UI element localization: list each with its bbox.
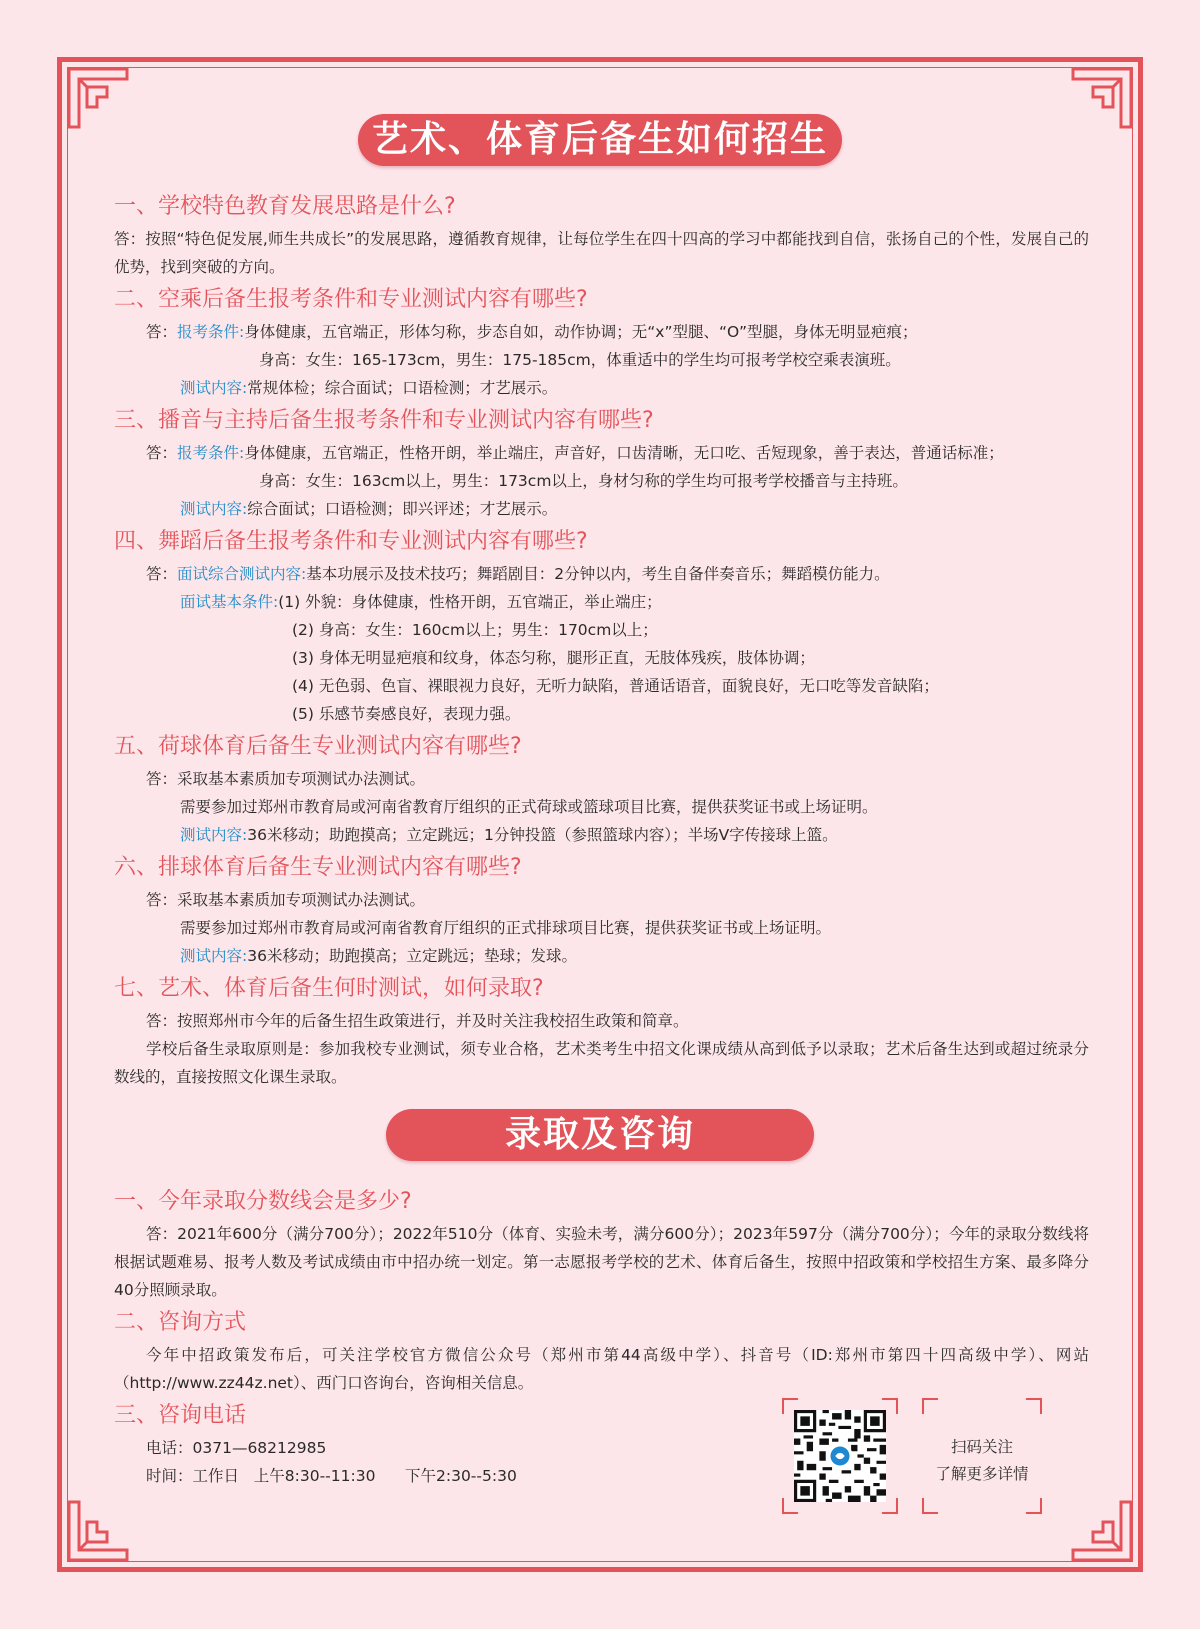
- condition-item-1: (1) 外貌：身体健康，性格开朗，五官端正，举止端庄；: [278, 593, 662, 611]
- answer-text: 常规体检；综合面试；口语检测；才艺展示。: [247, 379, 558, 397]
- corner-ornament-top-right: [1057, 57, 1143, 143]
- enroll-question-1: 一、今年录取分数线会是多少?: [114, 1189, 412, 1214]
- question-1: 一、学校特色教育发展思路是什么?: [114, 194, 456, 219]
- label-tests: 测试内容:: [180, 826, 248, 844]
- condition-item-5: (5) 乐感节奏感良好，表现力强。: [292, 705, 521, 723]
- corner-ornament-bottom-right: [1057, 1486, 1143, 1572]
- answer-prefix: 答：: [146, 565, 178, 583]
- answer-7-line-1: 答：按照郑州市今年的后备生招生政策进行，并及时关注我校招生政策和简章。: [146, 1012, 689, 1030]
- enroll-question-3: 三、咨询电话: [114, 1403, 247, 1428]
- answer-text: 身体健康，五官端正，性格开朗，举止端庄，声音好，口齿清晰，无口吃、舌短现象，善于表达，普通话标准；: [244, 444, 1004, 462]
- qr-code-frame[interactable]: [782, 1398, 898, 1514]
- condition-item-3: (3) 身体无明显疤痕和纹身，体态匀称，腿形正直，无肢体残疾，肢体协调；: [292, 649, 815, 667]
- qr-caption-line-2: 了解更多详情: [935, 1465, 1029, 1483]
- label-conditions: 报考条件:: [177, 444, 245, 462]
- answer-5-line-1: 答：采取基本素质加专项测试办法测试。: [146, 770, 426, 788]
- answer-text: 基本功展示及技术技巧；舞蹈剧目：2分钟以内，考生自备伴奏音乐；舞蹈模仿能力。: [306, 565, 890, 583]
- answer-text: 36米移动；助跑摸高；立定跳远；垫球；发球。: [247, 947, 577, 965]
- enroll-question-2: 二、咨询方式: [114, 1310, 247, 1335]
- label-conditions: 报考条件:: [177, 323, 245, 341]
- answer-6-line-3: [114, 942, 1089, 970]
- answer-1: 答：按照“特色促发展,师生共成长”的发展思路，遵循教育规律，让每位学生在四十四高的学习中都能找到自信，张扬自己的个性，发展自己的优势，找到突破的方向。: [114, 230, 1089, 276]
- condition-item-2: (2) 身高：女生：160cm以上；男生：170cm以上；: [292, 621, 658, 639]
- answer-4-line-2: [114, 588, 1089, 616]
- answer-7-line-2: 学校后备生录取原则是：参加我校专业测试，须专业合格，艺术类考生中招文化课成绩从高到低予以录取；艺术后备生达到或超过统录分数线的，直接按照文化课生录取。: [114, 1040, 1089, 1086]
- contact-hours: 时间：工作日 上午8:30--11:30 下午2:30--5:30: [146, 1467, 517, 1485]
- corner-ornament-bottom-left: [57, 1486, 143, 1572]
- question-2: 二、空乘后备生报考条件和专业测试内容有哪些?: [114, 287, 588, 312]
- enroll-answer-2: 今年中招政策发布后，可关注学校官方微信公众号（郑州市第44高级中学）、抖音号（ID:郑州市第四十四高级中学）、网站（http://www.zz44z.net）、西门口咨询台，咨询相关信息。: [114, 1346, 1089, 1392]
- qr-caption-box: [922, 1398, 1042, 1514]
- contact-phone: 电话：0371—68212985: [146, 1439, 327, 1457]
- question-7: 七、艺术、体育后备生何时测试，如何录取?: [114, 976, 544, 1001]
- section-title-banner-admission: 艺术、体育后备生如何招生: [358, 114, 842, 166]
- label-tests: 测试内容:: [180, 379, 248, 397]
- answer-3-line-2: 身高：女生：163cm以上，男生：173cm以上，身材匀称的学生均可报考学校播音与主持班。: [259, 472, 908, 490]
- faq-section-admission: [114, 191, 1089, 1091]
- question-3: 三、播音与主持后备生报考条件和专业测试内容有哪些?: [114, 408, 654, 433]
- question-5: 五、荷球体育后备生专业测试内容有哪些?: [114, 734, 522, 759]
- corner-ornament-top-left: [57, 57, 143, 143]
- answer-2-line-3: [114, 374, 1089, 402]
- answer-prefix: 答：: [146, 444, 178, 462]
- answer-3-line-1: [114, 439, 1089, 467]
- answer-2-line-1: [114, 318, 1089, 346]
- label-test-content: 面试综合测试内容:: [177, 565, 307, 583]
- label-tests: 测试内容:: [180, 500, 248, 518]
- label-tests: 测试内容:: [180, 947, 248, 965]
- answer-prefix: 答：: [146, 323, 178, 341]
- answer-5-line-2: 需要参加过郑州市教育局或河南省教育厅组织的正式荷球或篮球项目比赛，提供获奖证书或上场证明。: [180, 798, 878, 816]
- section-title-banner-enrollment: 录取及咨询: [386, 1109, 814, 1161]
- answer-2-line-2: 身高：女生：165-173cm，男生：175-185cm，体重适中的学生均可报考学校空乘表演班。: [259, 351, 901, 369]
- answer-3-line-3: [114, 495, 1089, 523]
- answer-text: 36米移动；助跑摸高；立定跳远；1分钟投篮（参照篮球内容）；半场V字传接球上篮。: [247, 826, 838, 844]
- label-basic-conditions: 面试基本条件:: [180, 593, 279, 611]
- answer-6-line-1: 答：采取基本素质加专项测试办法测试。: [146, 891, 426, 909]
- qr-code[interactable]: [794, 1410, 886, 1502]
- answer-text: 身体健康，五官端正，形体匀称，步态自如，动作协调；无“x”型腿、“O”型腿，身体无明显疤痕；: [244, 323, 918, 341]
- answer-4-line-1: [114, 560, 1089, 588]
- answer-6-line-2: 需要参加过郑州市教育局或河南省教育厅组织的正式排球项目比赛，提供获奖证书或上场证明。: [180, 919, 832, 937]
- condition-item-4: (4) 无色弱、色盲、裸眼视力良好，无听力缺陷，普通话语音，面貌良好，无口吃等发音缺陷；: [292, 677, 939, 695]
- qr-caption-line-1: 扫码关注: [950, 1438, 1013, 1456]
- question-4: 四、舞蹈后备生报考条件和专业测试内容有哪些?: [114, 529, 588, 554]
- answer-text: 综合面试；口语检测；即兴评述；才艺展示。: [247, 500, 558, 518]
- question-6: 六、排球体育后备生专业测试内容有哪些?: [114, 855, 522, 880]
- answer-5-line-3: [114, 821, 1089, 849]
- enroll-answer-1: 答：2021年600分（满分700分）；2022年510分（体育、实验未考，满分600分）；2023年597分（满分700分）；今年的录取分数线将根据试题难易、报考人数及考试成绩由市中招办统一划定。第一志愿报考学校的艺术、体育后备生，按照中招政策和学校招生方案、最多降分40分照顾录取。: [114, 1225, 1089, 1299]
